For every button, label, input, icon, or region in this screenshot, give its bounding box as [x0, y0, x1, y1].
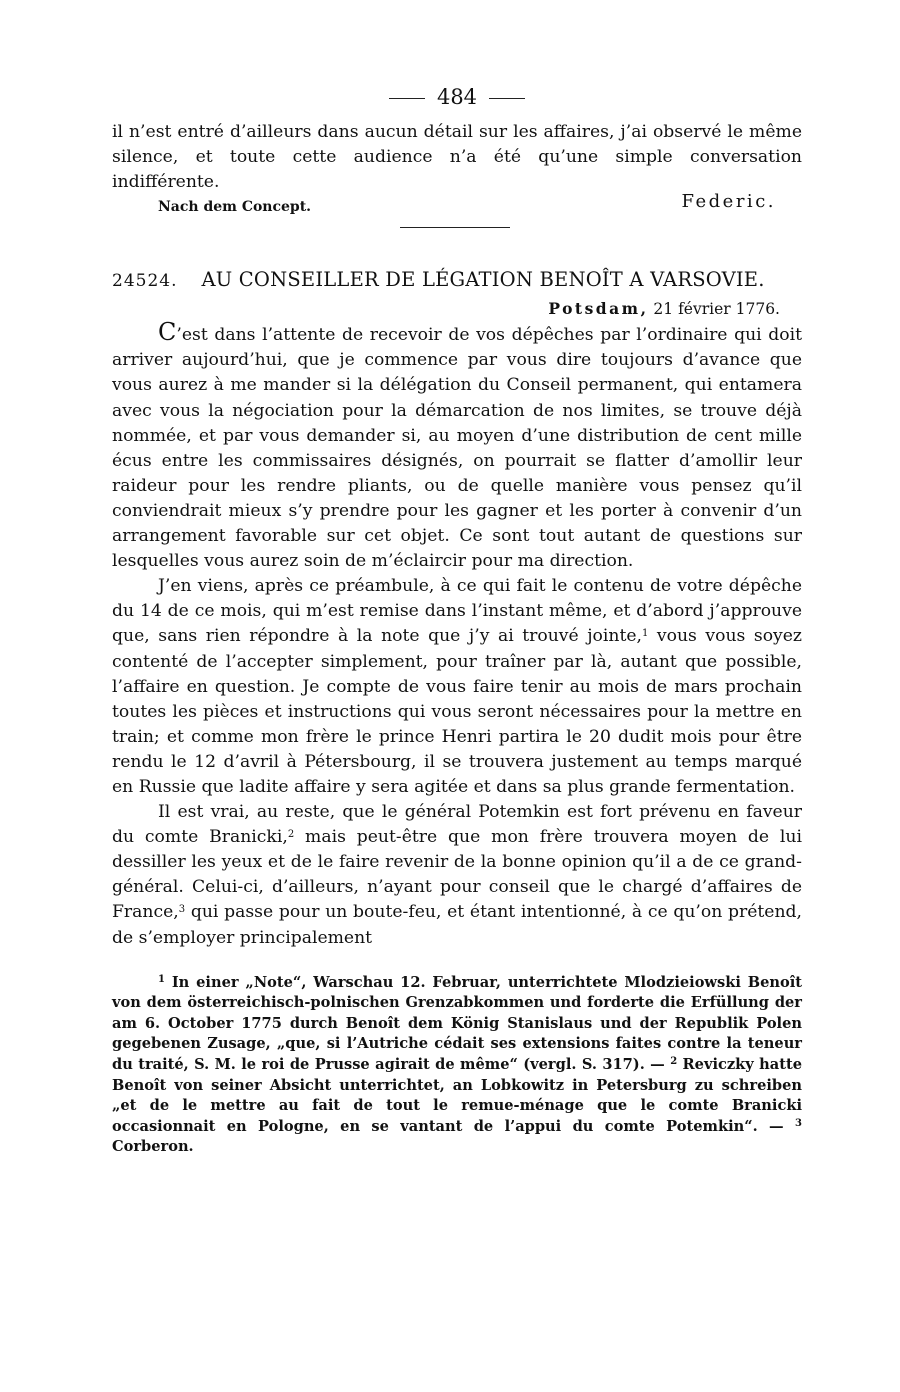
paragraph-2-text-a: J’en viens, après ce préambule, à ce qui fait le contenu de votre dépêche du 14 de ce mois, qui m’est remise dans l’instant même, et d’abord j’approuve que, sans rien répondre à la note que j’y ai trouvé jointe,	[112, 576, 802, 647]
body-paragraph-1	[112, 320, 802, 574]
paragraph-3-text-a: Il est vrai, au reste, que le général Potemkin est fort prévenu en faveur du comte Branicki,	[112, 802, 802, 848]
date: 21 février 1776.	[653, 300, 780, 319]
document-title: AU CONSEILLER DE LÉGATION BENOÎT A VARSOVIE.	[201, 268, 765, 292]
footnote-marker-1: 1	[158, 973, 165, 985]
header-dash-left	[389, 98, 425, 99]
continued-letter-paragraph: il n’est entré d’ailleurs dans aucun détail sur les affaires, j’ai observé le même silence, et toute cette audience n’a été qu’une simple conversation indifférente.	[112, 122, 802, 193]
place-and-date	[112, 299, 780, 318]
place: Potsdam,	[548, 299, 649, 319]
footnote-2-text: Reviczky hatte Benoît von seiner Absicht unterrichtet, an Lobkowitz in Petersburg zu schreiben „et de le mettre au fait de tout le remue-ménage que le comte Branicki occasionnait en Pologne, en se vantant de l’appui du comte Potemkin“. —	[112, 1056, 802, 1135]
footnote-ref-2: 2	[287, 829, 295, 841]
source-note: Nach dem Concept.	[158, 199, 312, 216]
paragraph-3-text-b: mais peut-être que mon frère trouvera moyen de lui dessiller les yeux et de le faire revenir de la bonne opinion qu’il a de ce grand-général. Celui-ci, d’ailleurs, n’ayant pour conseil que le chargé d’affaires de France,	[112, 827, 802, 923]
footnote-ref-3: 3	[178, 904, 186, 916]
book-page	[112, 80, 802, 1158]
footnotes	[112, 973, 802, 1158]
section-divider	[400, 227, 510, 228]
footnote-3-text: Corberon.	[112, 1138, 194, 1156]
page-header	[112, 80, 802, 114]
paragraph-3-text-c: qui passe pour un boute-feu, et étant intentionné, à ce qu’on prétend, de s’employer principalement	[112, 902, 802, 948]
footnote-block	[112, 973, 802, 1158]
paragraph-2-text-b: vous vous soyez contenté de l’accepter simplement, pour traîner par là, autant que possible, l’affaire en question. Je compte de vous faire tenir au mois de mars prochain toutes les pièces et instructions qui vous seront nécessaires pour la mettre en train; et comme mon frère le prince Henri partira le 20 dudit mois pour être rendu le 12 d’avril à Pétersbourg, il se trouvera justement au temps marqué en Russie que ladite affaire y sera agitée et dans sa plus grande fermentation.	[112, 626, 802, 797]
footnote-1-text: In einer „Note“, Warschau 12. Februar, unterrichtete Mlodzieiowski Benoît von dem österreichisch-polnischen Grenzabkommen und forderte die Erfüllung der am 6. October 1775 durch Benoît dem König Stanislaus und der Republik Polen gegebenen Zusage, „que, si l’Autriche cédait ses extensions faites contre la teneur du traité, S. M. le roi de Prusse agirait de même“ (vergl. S. 317). —	[112, 973, 802, 1073]
letter-closing	[112, 191, 802, 225]
body-paragraph-3	[112, 800, 802, 951]
footnote-marker-2: 2	[670, 1056, 678, 1067]
signature: Federic.	[681, 191, 776, 213]
footnote-ref-1: 1	[641, 628, 649, 640]
drop-cap: C	[158, 318, 177, 347]
page-number: 484	[436, 85, 478, 109]
footnote-marker-3: 3	[795, 1117, 802, 1129]
body-paragraph-2	[112, 574, 802, 800]
document-heading	[112, 268, 802, 291]
document-number: 24524.	[112, 271, 178, 292]
paragraph-1-text: ’est dans l’attente de recevoir de vos dépêches par l’ordinaire qui doit arriver aujourd’hui, que je commence par vous dire toujours d’avance que vous aurez à me mander si la délégation du Conseil permanent, qui entamera avec vous la négociation pour la démarcation de nos limites, se trouve déjà nommée, et par vous demander si, au moyen d’une distribution de cent mille écus entre les commissaires désignés, on pourrait se flatter d’amollir leur raideur pour les rendre pliants, ou de quelle manière vous pensez qu’il conviendrait mieux s’y prendre pour les gagner et les porter à convenir d’un arrangement favorable sur cet objet. Ce sont tout autant de questions sur lesquelles vous aurez soin de m’éclaircir pour ma direction.	[112, 325, 802, 572]
header-dash-right	[489, 98, 525, 99]
